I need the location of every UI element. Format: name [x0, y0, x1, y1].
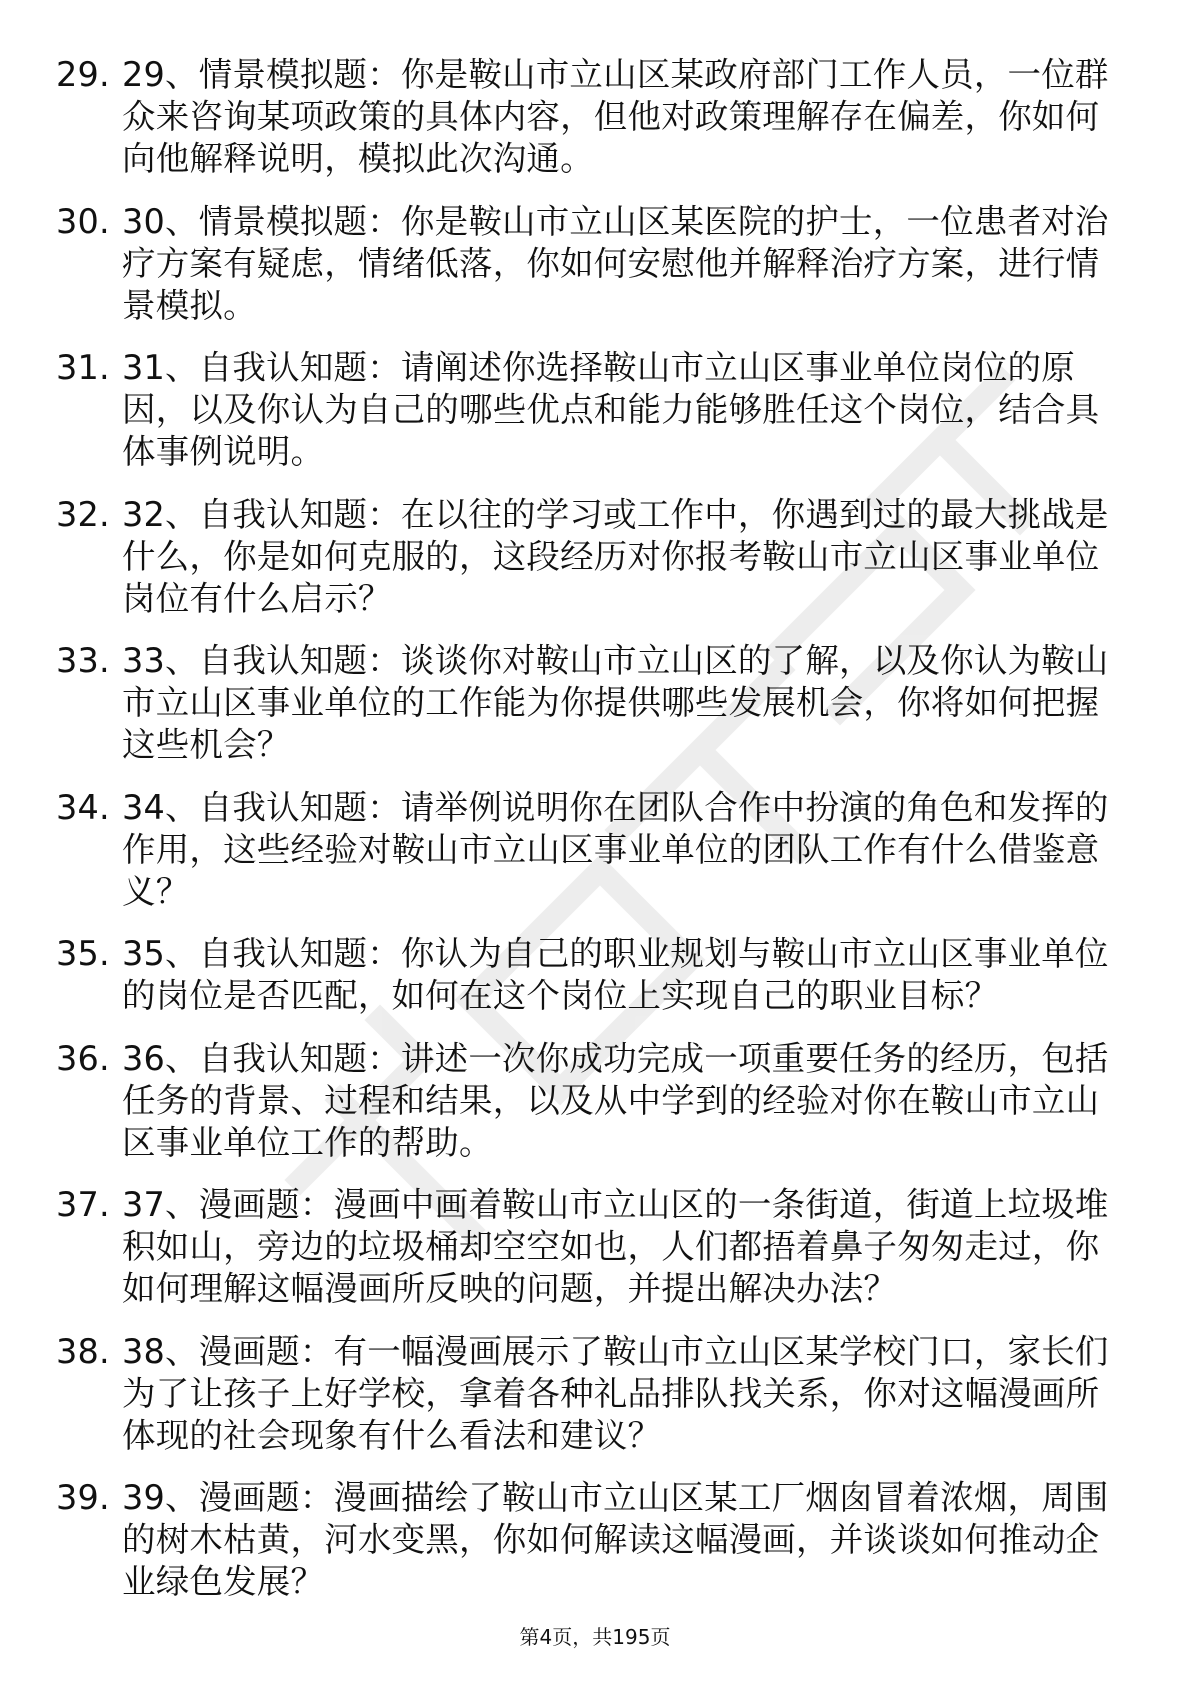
question-number: 31.: [56, 348, 110, 387]
question-item: [56, 640, 1116, 766]
question-text: 31、自我认知题：请阐述你选择鞍山市立山区事业单位岗位的原因，以及你认为自己的哪些优点和能力能够胜任这个岗位，结合具体事例说明。: [122, 348, 1100, 471]
question-text: 32、自我认知题：在以往的学习或工作中，你遇到过的最大挑战是什么，你是如何克服的，这段经历对你报考鞍山市立山区事业单位岗位有什么启示？: [122, 494, 1109, 618]
question-item: [56, 1038, 1116, 1164]
question-number: 34.: [56, 787, 110, 827]
question-text: 38、漫画题：有一幅漫画展示了鞍山市立山区某学校门口，家长们为了让孩子上好学校，拿着各种礼品排队找关系，你对这幅漫画所体现的社会现象有什么看法和建议？: [122, 1331, 1109, 1455]
question-number: 37.: [56, 1185, 110, 1224]
question-number: 33.: [56, 641, 110, 680]
question-item: [56, 54, 1116, 180]
question-item: [56, 347, 1116, 473]
question-item: [56, 1477, 1116, 1603]
question-item: [56, 201, 1116, 327]
question-item: [56, 494, 1116, 620]
question-item: [56, 787, 1116, 913]
question-number: 38.: [56, 1331, 110, 1371]
question-text: 30、情景模拟题：你是鞍山市立山区某医院的护士，一位患者对治疗方案有疑虑，情绪低落，你如何安慰他并解释治疗方案，进行情景模拟。: [122, 201, 1109, 325]
question-number: 29.: [56, 55, 110, 94]
question-number: 35.: [56, 934, 110, 973]
question-text: 36、自我认知题：讲述一次你成功完成一项重要任务的经历，包括任务的背景、过程和结果，以及从中学到的经验对你在鞍山市立山区事业单位工作的帮助。: [122, 1038, 1109, 1162]
question-text: 35、自我认知题：你认为自己的职业规划与鞍山市立山区事业单位的岗位是否匹配，如何在这个岗位上实现自己的职业目标？: [122, 934, 1109, 1015]
question-item: [56, 1184, 1116, 1310]
question-list: [56, 54, 1116, 1624]
question-text: 29、情景模拟题：你是鞍山市立山区某政府部门工作人员，一位群众来咨询某项政策的具体内容，但他对政策理解存在偏差，你如何向他解释说明，模拟此次沟通。: [122, 55, 1109, 178]
question-text: 33、自我认知题：谈谈你对鞍山市立山区的了解，以及你认为鞍山市立山区事业单位的工作能为你提供哪些发展机会，你将如何把握这些机会？: [122, 641, 1109, 764]
question-text: 37、漫画题：漫画中画着鞍山市立山区的一条街道，街道上垃圾堆积如山，旁边的垃圾桶却空空如也，人们都捂着鼻子匆匆走过，你如何理解这幅漫画所反映的问题，并提出解决办法？: [122, 1185, 1109, 1308]
page-footer: 第4页，共195页: [519, 1625, 671, 1649]
question-number: 30.: [56, 201, 110, 241]
question-item: [56, 1331, 1116, 1457]
question-number: 36.: [56, 1038, 110, 1078]
question-text: 39、漫画题：漫画描绘了鞍山市立山区某工厂烟囱冒着浓烟，周围的树木枯黄，河水变黑，你如何解读这幅漫画，并谈谈如何推动企业绿色发展？: [122, 1478, 1109, 1601]
question-text: 34、自我认知题：请举例说明你在团队合作中扮演的角色和发挥的作用，这些经验对鞍山市立山区事业单位的团队工作有什么借鉴意义？: [122, 787, 1109, 911]
question-item: [56, 933, 1116, 1017]
question-number: 32.: [56, 494, 110, 534]
question-number: 39.: [56, 1478, 110, 1517]
